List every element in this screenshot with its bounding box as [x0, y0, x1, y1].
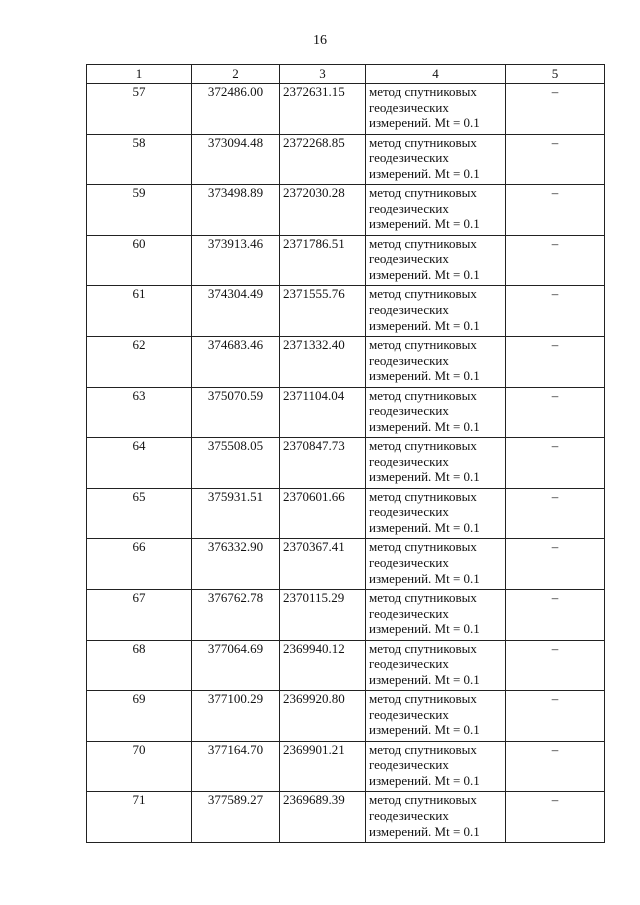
y-coordinate-cell: 2369901.21 — [280, 741, 366, 792]
note-cell: – — [506, 691, 605, 742]
x-coordinate-cell: 377164.70 — [192, 741, 280, 792]
point-number-cell: 60 — [87, 235, 192, 286]
y-coordinate-cell: 2371786.51 — [280, 235, 366, 286]
y-coordinate-cell: 2370367.41 — [280, 539, 366, 590]
point-number-cell: 64 — [87, 438, 192, 489]
x-coordinate-cell: 377064.69 — [192, 640, 280, 691]
point-number-cell: 63 — [87, 387, 192, 438]
header-cell-2: 2 — [192, 65, 280, 84]
method-cell: метод спутниковых геодезических измерений. Mt = 0.1 — [366, 792, 506, 843]
method-cell: метод спутниковых геодезических измерений. Mt = 0.1 — [366, 640, 506, 691]
note-cell: – — [506, 792, 605, 843]
table-row — [87, 792, 605, 843]
method-cell: метод спутниковых геодезических измерений. Mt = 0.1 — [366, 336, 506, 387]
x-coordinate-cell: 377589.27 — [192, 792, 280, 843]
table-row — [87, 741, 605, 792]
point-number-cell: 68 — [87, 640, 192, 691]
x-coordinate-cell: 377100.29 — [192, 691, 280, 742]
x-coordinate-cell: 373913.46 — [192, 235, 280, 286]
x-coordinate-cell: 374683.46 — [192, 336, 280, 387]
method-cell: метод спутниковых геодезических измерений. Mt = 0.1 — [366, 387, 506, 438]
method-cell: метод спутниковых геодезических измерений. Mt = 0.1 — [366, 235, 506, 286]
x-coordinate-cell: 375931.51 — [192, 488, 280, 539]
method-cell: метод спутниковых геодезических измерений. Mt = 0.1 — [366, 185, 506, 236]
note-cell: – — [506, 134, 605, 185]
y-coordinate-cell: 2371332.40 — [280, 336, 366, 387]
method-cell: метод спутниковых геодезических измерений. Mt = 0.1 — [366, 691, 506, 742]
note-cell: – — [506, 336, 605, 387]
page-number: 16 — [313, 33, 327, 48]
method-cell: метод спутниковых геодезических измерений. Mt = 0.1 — [366, 539, 506, 590]
note-cell: – — [506, 235, 605, 286]
x-coordinate-cell: 373498.89 — [192, 185, 280, 236]
table-row — [87, 640, 605, 691]
note-cell: – — [506, 84, 605, 135]
table-row — [87, 539, 605, 590]
note-cell: – — [506, 286, 605, 337]
y-coordinate-cell: 2372030.28 — [280, 185, 366, 236]
y-coordinate-cell: 2370115.29 — [280, 589, 366, 640]
point-number-cell: 57 — [87, 84, 192, 135]
y-coordinate-cell: 2370601.66 — [280, 488, 366, 539]
note-cell: – — [506, 741, 605, 792]
y-coordinate-cell: 2371104.04 — [280, 387, 366, 438]
x-coordinate-cell: 375070.59 — [192, 387, 280, 438]
point-number-cell: 66 — [87, 539, 192, 590]
note-cell: – — [506, 488, 605, 539]
header-cell-5: 5 — [506, 65, 605, 84]
table-row — [87, 134, 605, 185]
method-cell: метод спутниковых геодезических измерений. Mt = 0.1 — [366, 589, 506, 640]
y-coordinate-cell: 2371555.76 — [280, 286, 366, 337]
y-coordinate-cell: 2372268.85 — [280, 134, 366, 185]
method-cell: метод спутниковых геодезических измерений. Mt = 0.1 — [366, 286, 506, 337]
method-cell: метод спутниковых геодезических измерений. Mt = 0.1 — [366, 134, 506, 185]
y-coordinate-cell: 2372631.15 — [280, 84, 366, 135]
y-coordinate-cell: 2369920.80 — [280, 691, 366, 742]
method-cell: метод спутниковых геодезических измерений. Mt = 0.1 — [366, 84, 506, 135]
x-coordinate-cell: 374304.49 — [192, 286, 280, 337]
table-row — [87, 185, 605, 236]
table-row — [87, 286, 605, 337]
note-cell: – — [506, 438, 605, 489]
table-row — [87, 488, 605, 539]
table-row — [87, 438, 605, 489]
y-coordinate-cell: 2370847.73 — [280, 438, 366, 489]
y-coordinate-cell: 2369689.39 — [280, 792, 366, 843]
note-cell: – — [506, 539, 605, 590]
x-coordinate-cell: 375508.05 — [192, 438, 280, 489]
note-cell: – — [506, 589, 605, 640]
table-body — [87, 84, 605, 843]
header-row — [87, 65, 605, 84]
x-coordinate-cell: 376762.78 — [192, 589, 280, 640]
method-cell: метод спутниковых геодезических измерений. Mt = 0.1 — [366, 438, 506, 489]
note-cell: – — [506, 185, 605, 236]
table-row — [87, 84, 605, 135]
note-cell: – — [506, 387, 605, 438]
note-cell: – — [506, 640, 605, 691]
point-number-cell: 59 — [87, 185, 192, 236]
point-number-cell: 61 — [87, 286, 192, 337]
table-row — [87, 589, 605, 640]
table-row — [87, 691, 605, 742]
x-coordinate-cell: 376332.90 — [192, 539, 280, 590]
table-row — [87, 387, 605, 438]
y-coordinate-cell: 2369940.12 — [280, 640, 366, 691]
point-number-cell: 69 — [87, 691, 192, 742]
point-number-cell: 58 — [87, 134, 192, 185]
x-coordinate-cell: 372486.00 — [192, 84, 280, 135]
table-row — [87, 336, 605, 387]
coordinates-table — [86, 64, 605, 843]
x-coordinate-cell: 373094.48 — [192, 134, 280, 185]
method-cell: метод спутниковых геодезических измерений. Mt = 0.1 — [366, 488, 506, 539]
point-number-cell: 67 — [87, 589, 192, 640]
table-row — [87, 235, 605, 286]
point-number-cell: 62 — [87, 336, 192, 387]
method-cell: метод спутниковых геодезических измерений. Mt = 0.1 — [366, 741, 506, 792]
point-number-cell: 65 — [87, 488, 192, 539]
point-number-cell: 71 — [87, 792, 192, 843]
header-cell-4: 4 — [366, 65, 506, 84]
header-cell-1: 1 — [87, 65, 192, 84]
header-cell-3: 3 — [280, 65, 366, 84]
point-number-cell: 70 — [87, 741, 192, 792]
